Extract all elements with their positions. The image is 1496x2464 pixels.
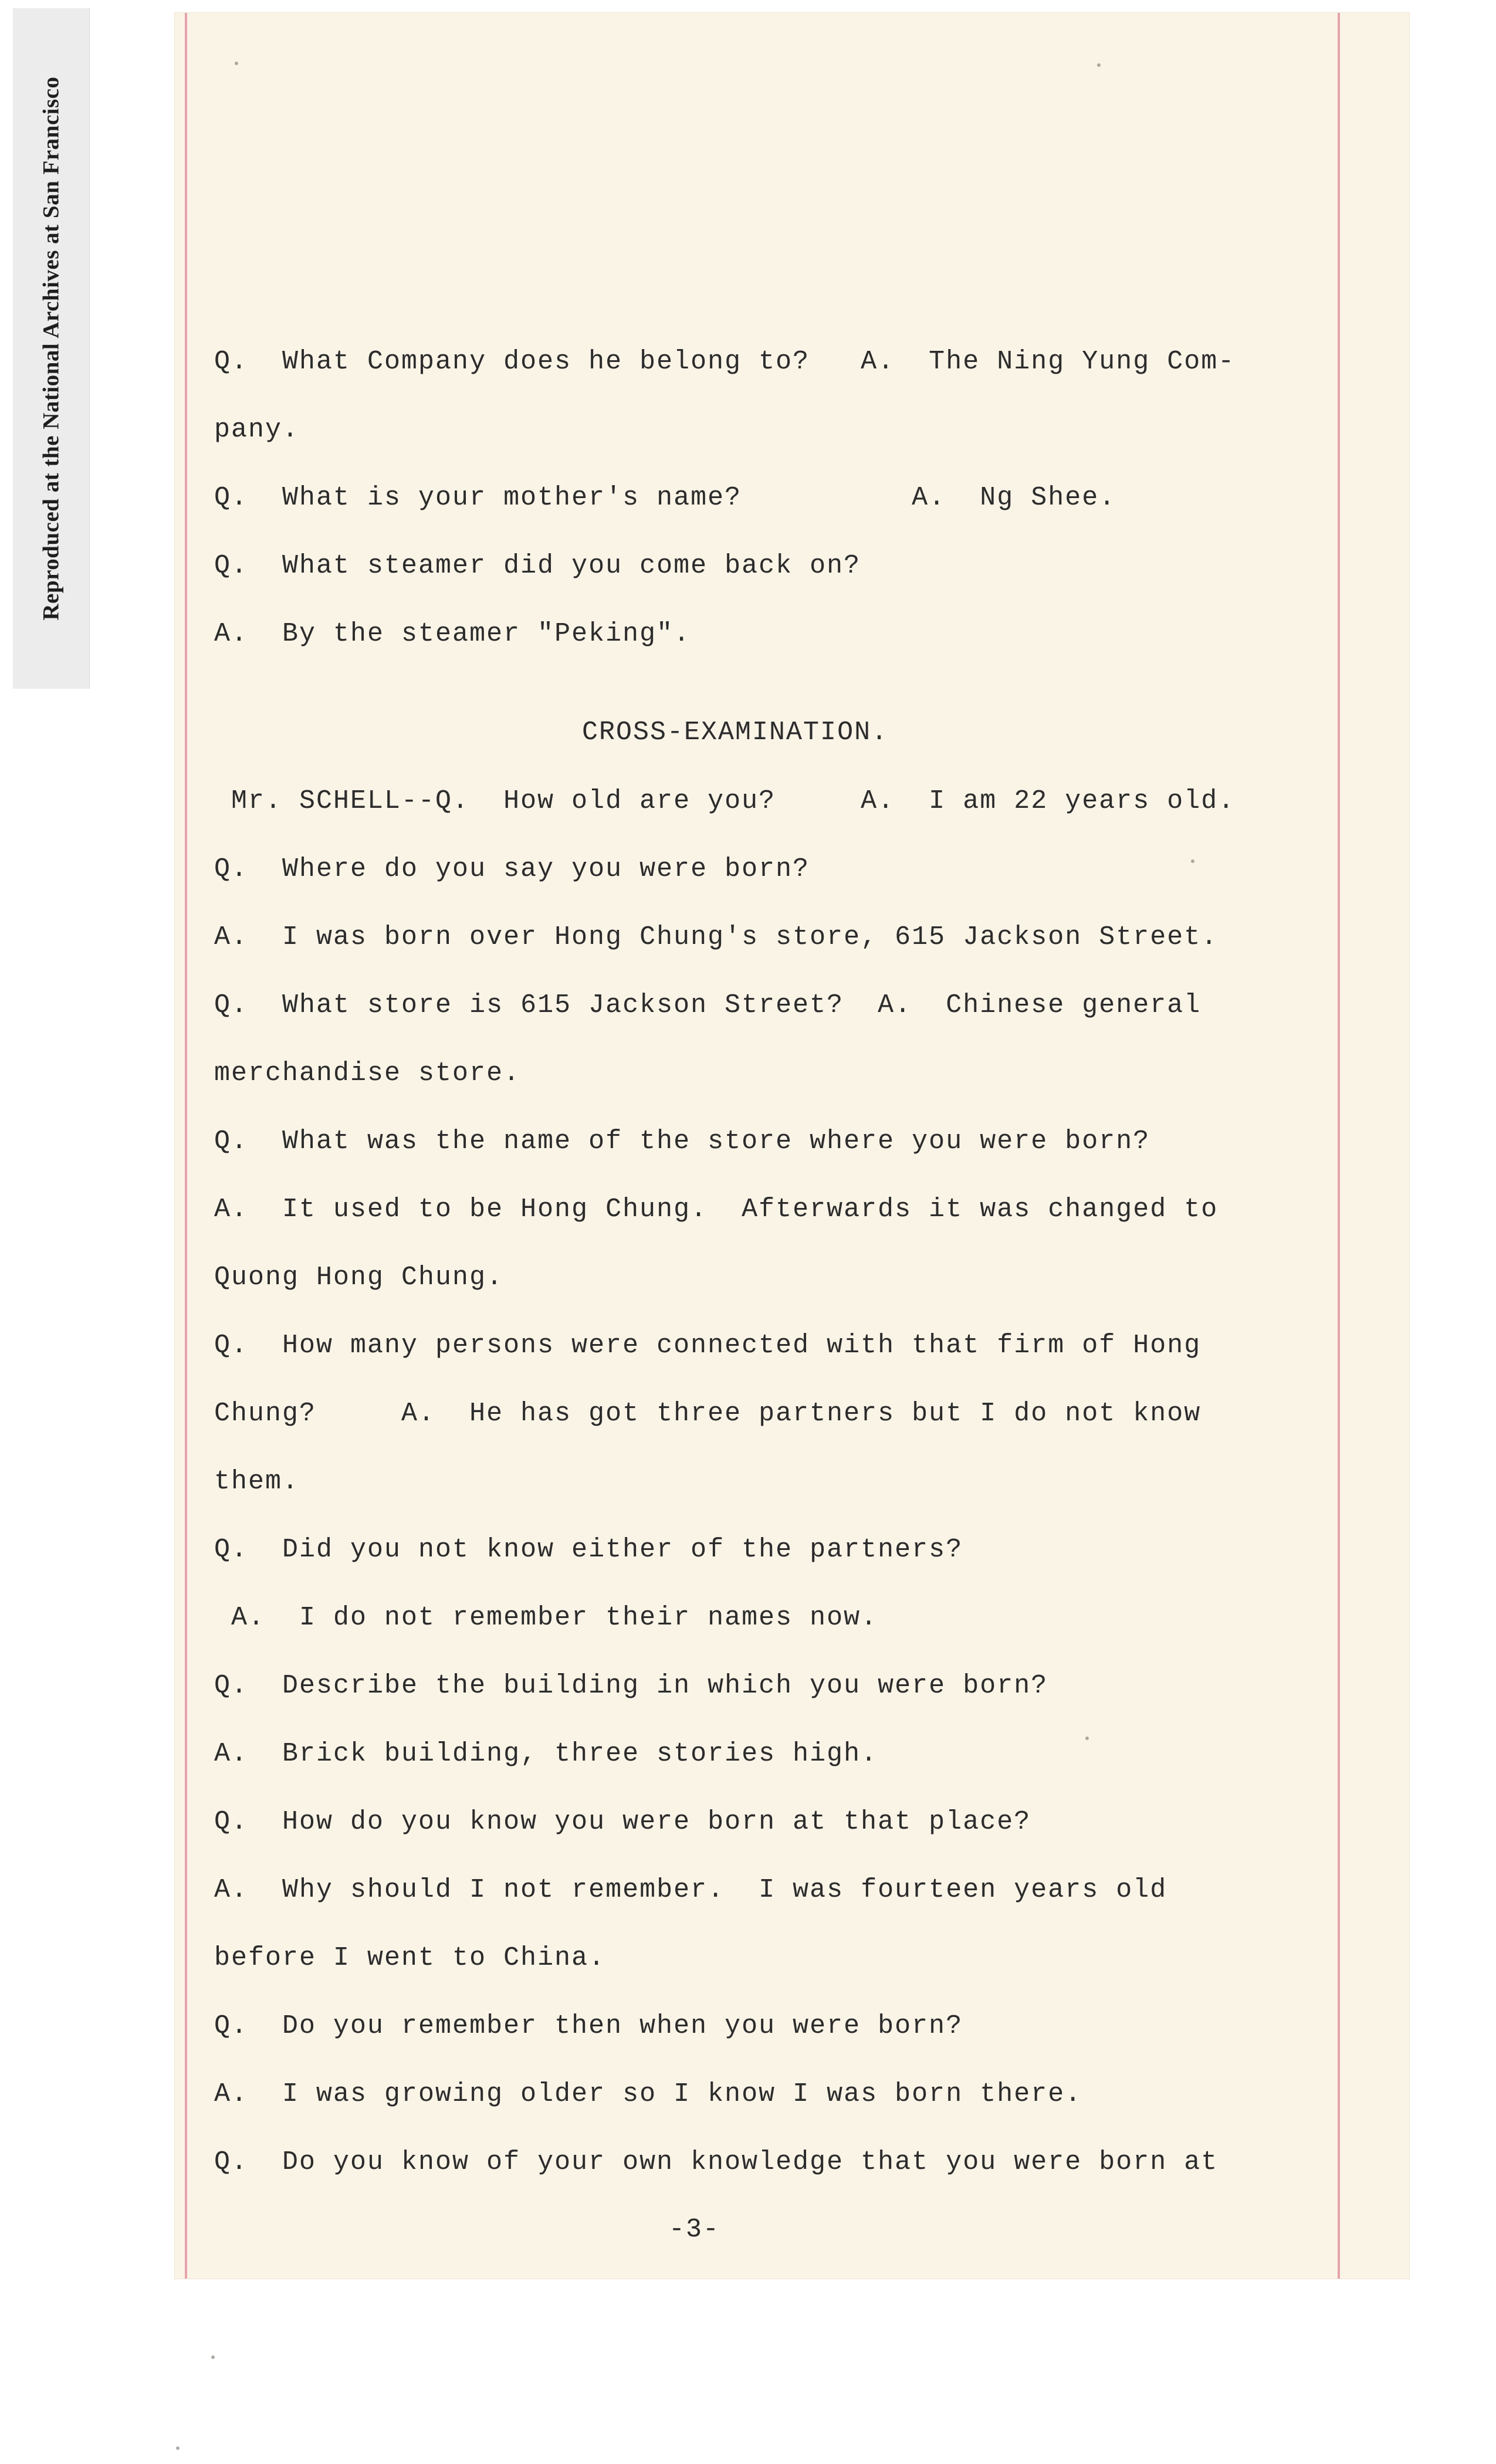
transcript-line: A. By the steamer "Peking". (214, 619, 691, 649)
transcript-line: Mr. SCHELL--Q. How old are you? A. I am 22 years old. (214, 786, 1236, 816)
paper-speck (1191, 859, 1194, 863)
transcript-line: Q. What is your mother's name? A. Ng Shee. (214, 483, 1116, 513)
paper-speck (211, 2355, 215, 2359)
transcript-line: A. Brick building, three stories high. (214, 1739, 878, 1769)
transcript-line: Q. How do you know you were born at that place? (214, 1807, 1031, 1837)
paper-speck (235, 62, 238, 65)
transcript-line: pany. (214, 415, 300, 445)
transcript-line: before I went to China. (214, 1943, 606, 1973)
transcript-line: Quong Hong Chung. (214, 1263, 504, 1292)
transcript-line: Q. How many persons were connected with that firm of Hong (214, 1331, 1201, 1360)
transcript-line: Q. What was the name of the store where you were born? (214, 1126, 1150, 1156)
paper-speck (1097, 63, 1101, 67)
transcript-line: A. I was born over Hong Chung's store, 615 Jackson Street. (214, 922, 1219, 952)
transcript-line: Q. What Company does he belong to? A. The Ning Yung Com- (214, 347, 1236, 377)
archive-stamp (13, 8, 89, 689)
right-margin-rule (1338, 13, 1340, 2279)
page-number: -3- (669, 2215, 720, 2245)
transcript-line: Chung? A. He has got three partners but I do not know (214, 1399, 1201, 1429)
transcript-line: Q. Describe the building in which you were born? (214, 1671, 1048, 1701)
paper-speck (1085, 1737, 1089, 1740)
transcript-line: merchandise store. (214, 1058, 521, 1088)
transcript-line: them. (214, 1467, 300, 1497)
left-margin-rule (185, 13, 187, 2279)
transcript-line: A. Why should I not remember. I was fourteen years old (214, 1875, 1167, 1905)
transcript-line: A. It used to be Hong Chung. Afterwards it was changed to (214, 1194, 1219, 1224)
transcript-line: Q. What steamer did you come back on? (214, 551, 861, 581)
transcript-line: Q. Do you know of your own knowledge that you were born at (214, 2147, 1219, 2177)
transcript-line: Q. What store is 615 Jackson Street? A. Chinese general (214, 990, 1201, 1020)
archive-stamp-text: Reproduced at the National Archives at San Francisco (38, 76, 64, 621)
transcript-line: Q. Where do you say you were born? (214, 854, 810, 884)
paper-speck (176, 2446, 180, 2450)
transcript-line: Q. Do you remember then when you were born? (214, 2011, 963, 2041)
cross-examination-heading: CROSS-EXAMINATION. (582, 717, 889, 747)
transcript-line: A. I do not remember their names now. (214, 1603, 878, 1633)
transcript-line: A. I was growing older so I know I was born there. (214, 2079, 1082, 2109)
transcript-line: Q. Did you not know either of the partners? (214, 1535, 963, 1565)
